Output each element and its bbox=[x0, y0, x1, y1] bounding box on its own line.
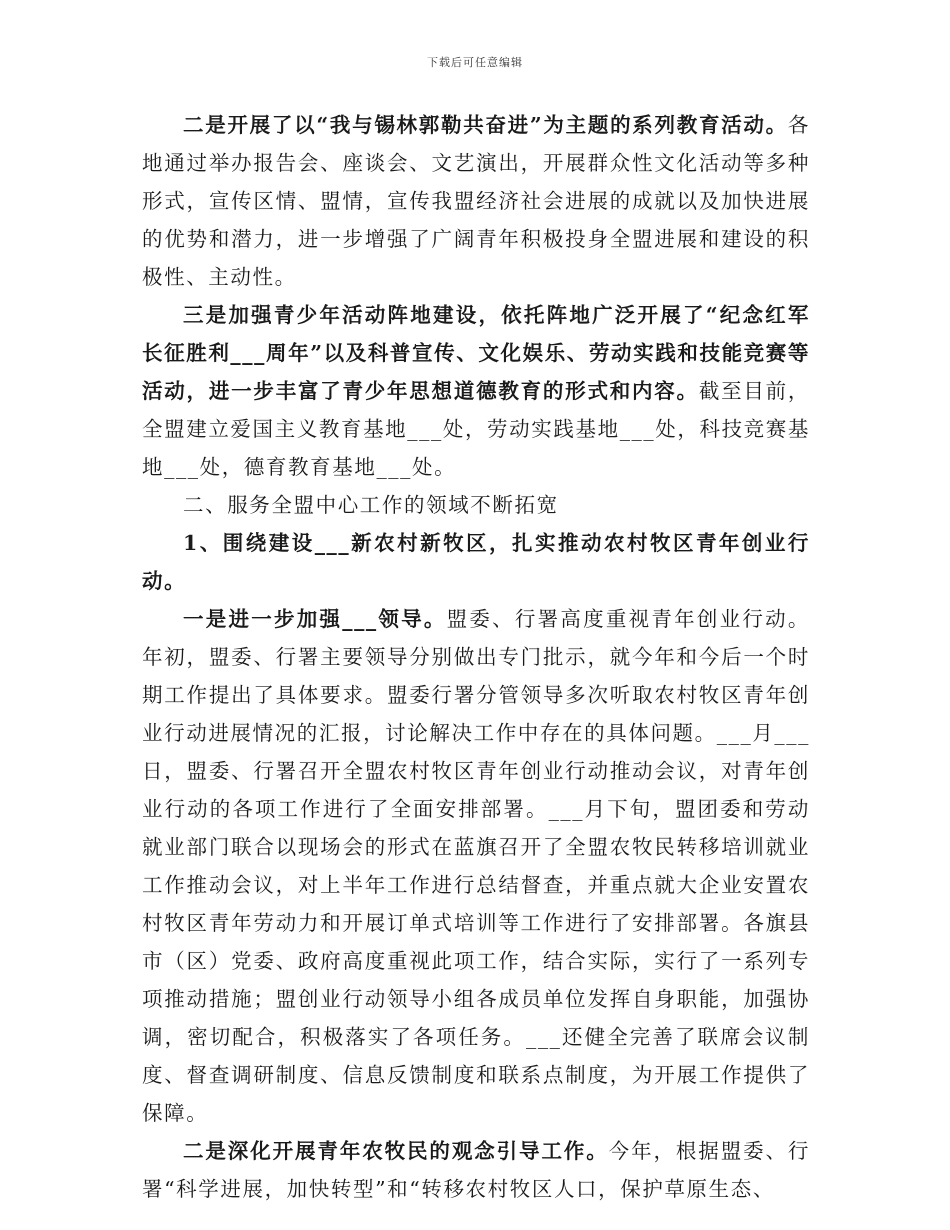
paragraph-lead: 二是深化开展青年农牧民的观念引导工作。 bbox=[183, 1139, 609, 1163]
subsection-heading bbox=[142, 524, 810, 600]
paragraph-lead: 二是开展了以“我与锡林郭勒共奋进”为主题的系列教育活动。 bbox=[183, 113, 788, 137]
paragraph bbox=[142, 106, 810, 296]
paragraph-text: 今年，根据盟委、行署“科学进展，加快转型”和“转移农村牧区人口，保护草原生态、 bbox=[142, 1139, 810, 1201]
paragraph bbox=[142, 1132, 810, 1208]
paragraph-lead: 三是加强青少年活动阵地建设，依托阵地广泛开展了“纪念红军长征胜利___周年”以及科普宣传、文化娱乐、劳动实践和技能竞赛等活动，进一步丰富了青少年思想道德教育的形式和内容。 bbox=[142, 303, 810, 403]
page-header: 下载后可任意编辑 bbox=[427, 56, 523, 69]
subsection-heading-text: 1、围绕建设___新农村新牧区，扎实推动农村牧区青年创业行动。 bbox=[142, 531, 810, 593]
paragraph-lead: 一是进一步加强___领导。 bbox=[183, 607, 447, 631]
section-heading bbox=[142, 486, 810, 524]
paragraph bbox=[142, 296, 810, 486]
paragraph-text: 截至目前，全盟建立爱国主义教育基地___处，劳动实践基地___处，科技竞赛基地___处，德育教育基地___处。 bbox=[142, 379, 811, 479]
paragraph-text: 各地通过举办报告会、座谈会、文艺演出，开展群众性文化活动等多种形式，宣传区情、盟情，宣传我盟经济社会进展的成就以及加快进展的优势和潜力，进一步增强了广阔青年积极投身全盟进展和建设的积极性、主动性。 bbox=[142, 113, 810, 289]
paragraph-text: 盟委、行署高度重视青年创业行动。年初，盟委、行署主要领导分别做出专门批示，就今年和今后一个时期工作提出了具体要求。盟委行署分管领导多次听取农村牧区青年创业行动进展情况的汇报，讨论解决工作中存在的具体问题。___月___日，盟委、行署召开全盟农村牧区青年创业行动推动会议，对青年创业行动的各项工作进行了全面安排部署。___月下旬，盟团委和劳动就业部门联合以现场会的形式在蓝旗召开了全盟农牧民转移培训就业工作推动会议，对上半年工作进行总结督查，并重点就大企业安置农村牧区青年劳动力和开展订单式培训等工作进行了安排部署。各旗县市（区）党委、政府高度重视此项工作，结合实际，实行了一系列专项推动措施；盟创业行动领导小组各成员单位发挥自身职能，加强协调，密切配合，积极落实了各项任务。___还健全完善了联席会议制度、督查调研制度、信息反馈制度和联系点制度，为开展工作提供了保障。 bbox=[142, 607, 810, 1125]
document-body bbox=[142, 106, 810, 1208]
paragraph bbox=[142, 600, 810, 1132]
section-heading-text: 二、服务全盟中心工作的领域不断拓宽 bbox=[183, 493, 559, 517]
